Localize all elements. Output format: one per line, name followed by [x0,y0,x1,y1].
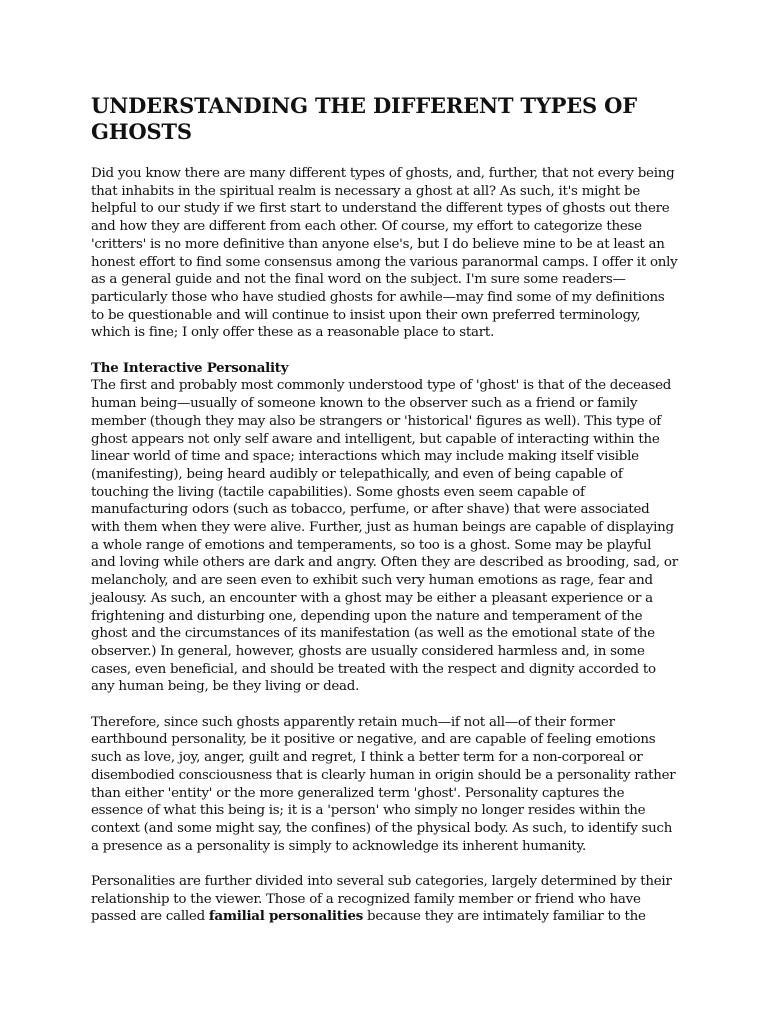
paragraph-subcategories [91,873,679,926]
document-page [91,93,679,944]
familial-personalities-term: familial personalities [208,908,364,925]
paragraph-subcategories-start: Personalities are further divided into several sub categories, largely determined by their relationship to the viewer. Those of a recognized family member or friend who have passed are called [91,874,672,925]
document-title: UNDERSTANDING THE DIFFERENT TYPES OF GHOSTS [91,93,637,144]
intro-paragraph: Did you know there are many different types of ghosts, and, further, that not every being that inhabits in the spiritual realm is necessary a ghost at all? As such, it's might be helpful to our study if we first start to understand the different types of ghosts out there and how they are different from each other. Of course, my effort to categorize these 'critters' is no more definitive than anyone else's, but I do believe mine to be at least an honest effort to find some consensus among the various paranormal camps. I offer it only as a general guide and not the final word on the subject. I'm sure some readers—particularly those who have studied ghosts for awhile—may find some of my definitions to be questionable and will continue to insist upon their own preferred terminology, which is fine; I only offer these as a reasonable place to start. [91,166,678,341]
section-heading: The Interactive Personality [91,359,289,376]
paragraph-personality-term: Therefore, since such ghosts apparently retain much—if not all—of their former earthbound personality, be it positive or negative, and are capable of feeling emotions such as love, joy, anger, guilt and regret, I think a better term for a non-corporeal or disembodied consciousness that is clearly human in origin should be a personality rather than either 'entity' or the more generalized term 'ghost'. Personality captures the essence of what this being is; it is a 'person' who simply no longer resides within the context (and some might say, the confines) of the physical body. As such, to identify such a presence as a personality is simply to acknowledge its inherent humanity. [91,714,676,854]
paragraph-subcategories-end: because they are intimately familiar to the [363,909,646,925]
paragraph-interactive-personality: The first and probably most commonly understood type of 'ghost' is that of the deceased human being—usually of someone known to the observer such as a friend or family member (though they may also be strangers or 'historical' figures as well). This type of ghost appears not only self aware and intelligent, but capable of interacting within the linear world of time and space; interactions which may include making itself visible (manifesting), being heard audibly or telepathically, and even of being capable of touching the living (tactile capabilities). Some ghosts even seem capable of manufacturing odors (such as tobacco, perfume, or after shave) that were associated with them when they were alive. Further, just as human beings are capable of displaying a whole range of emotions and temperaments, so too is a ghost. Some may be playful and loving while others are dark and angry. Often they are described as brooding, sad, or melancholy, and are seen even to exhibit such very human emotions as rage, fear and jealousy. As such, an encounter with a ghost may be either a pleasant experience or a frightening and disturbing one, depending upon the nature and temperament of the ghost and the circumstances of its manifestation (as well as the emotional state of the observer.) In general, however, ghosts are usually considered harmless and, in some cases, even beneficial, and should be treated with the respect and dignity accorded to any human being, be they living or dead. [91,378,678,695]
